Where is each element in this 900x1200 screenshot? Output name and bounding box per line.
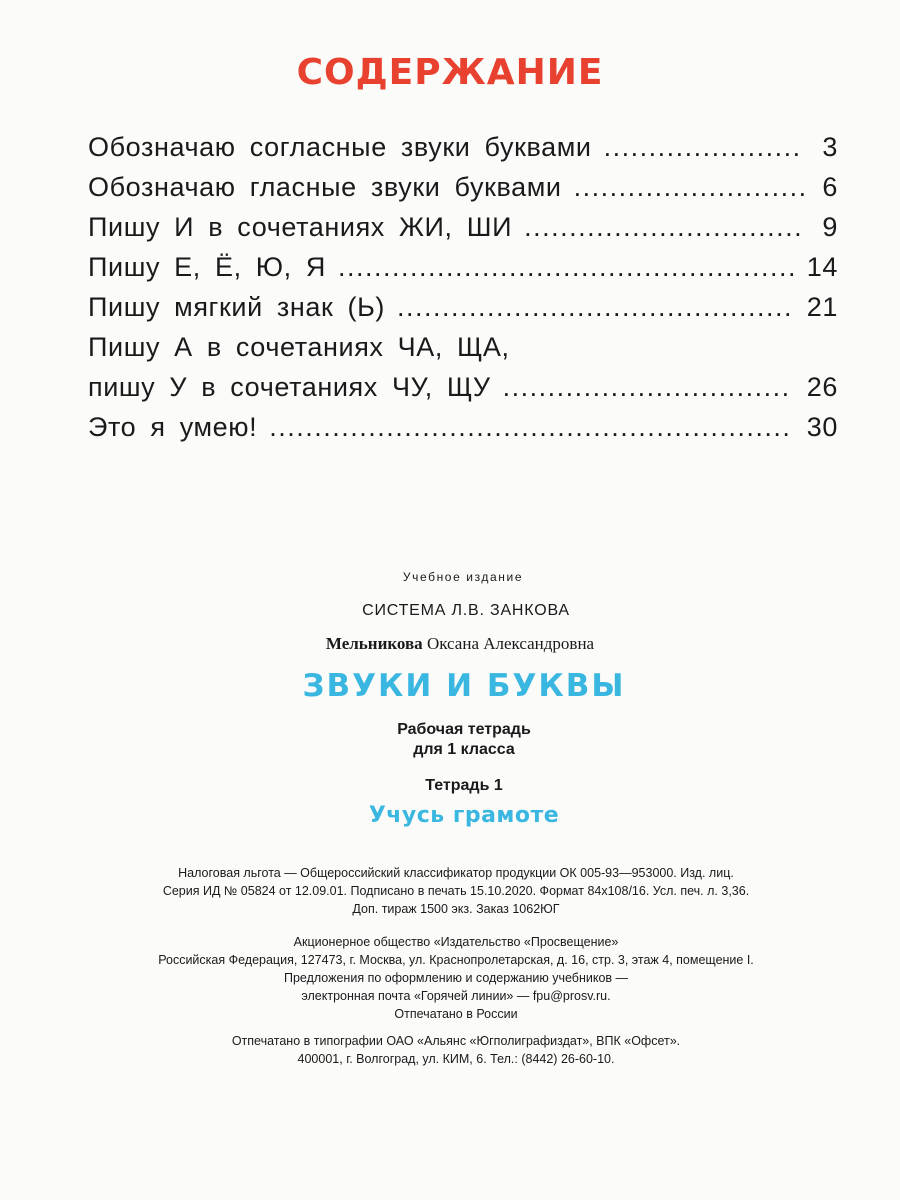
toc-item [88,212,838,252]
table-of-contents [88,132,838,452]
toc-leader-dots [524,212,804,243]
toc-item [88,132,838,172]
legal-line: Предложения по оформлению и содержанию учебников — [283,971,629,985]
legal-tax-block [6,864,900,918]
toc-item-label-line1: Пишу А в сочетаниях ЧА, ЩА, [88,332,510,362]
book-title: ЗВУКИ И БУКВЫ [302,668,626,704]
legal-printed-in: Отпечатано в России [394,1007,518,1021]
toc-item-page: 14 [806,252,838,282]
notebook-number: Тетрадь 1 [425,777,503,794]
toc-item-page: 9 [822,212,838,242]
toc-leader-dots [503,372,793,403]
toc-item-page: 30 [806,412,838,442]
legal-line: Российская Федерация, 127473, г. Москва, ул. Краснопролетарская, д. 16, стр. 3, этаж 4, помещение I. [158,953,754,967]
legal-line: Акционерное общество «Издательство «Просвещение» [293,935,619,949]
toc-item [88,292,838,332]
toc-item-label: Это я умею! [88,412,258,442]
series-name: Учусь грамоте [368,803,560,828]
toc-item-label: Обозначаю согласные звуки буквами [88,132,592,162]
toc-leader-dots [269,412,793,443]
author [10,634,900,654]
toc-item-label: пишу У в сочетаниях ЧУ, ЩУ [88,372,491,402]
toc-item-label: Обозначаю гласные звуки буквами [88,172,562,202]
legal-printer-block [6,1032,900,1068]
toc-item-label: Пишу Е, Ё, Ю, Я [88,252,326,282]
book-subtitle [14,720,900,760]
toc-item-page: 6 [822,172,838,202]
toc-item [88,172,838,212]
legal-line: Налоговая льгота — Общероссийский классификатор продукции ОК 005-93—953000. Изд. лиц. [178,866,734,880]
toc-item-page: 26 [806,372,838,402]
subtitle-line: Рабочая тетрадь [397,721,531,738]
legal-line: Серия ИД № 05824 от 12.09.01. Подписано в печать 15.10.2020. Формат 84x108/16. Усл. печ. л. 3,36. [162,884,750,898]
toc-leader-dots [338,252,793,283]
toc-leader-dots [574,172,804,203]
legal-line: Доп. тираж 1500 экз. Заказ 1062ЮГ [352,902,560,916]
toc-item-page: 21 [806,292,838,322]
toc-leader-dots [397,292,793,323]
legal-line: электронная почта «Горячей линии» — fpu@prosv.ru. [301,989,611,1003]
toc-item [88,332,838,412]
toc-leader-dots [604,132,804,163]
author-name: Оксана Александровна [426,634,595,653]
toc-item-label: Пишу И в сочетаниях ЖИ, ШИ [88,212,513,242]
legal-line: Отпечатано в типографии ОАО «Альянс «Югполиграфиздат», ВПК «Офсет». [231,1034,681,1048]
author-surname: Мельникова [325,634,423,653]
subtitle-line: для 1 класса [413,741,515,758]
series-label: СИСТЕМА Л.В. ЗАНКОВА [362,602,570,619]
toc-item-label: Пишу мягкий знак (Ь) [88,292,385,322]
toc-item [88,412,838,452]
legal-publisher-block [6,933,900,969]
legal-proposals-block [6,969,900,1005]
toc-item-page: 3 [822,132,838,162]
toc-item [88,252,838,292]
legal-line: 400001, г. Волгоград, ул. КИМ, 6. Тел.: (8442) 26-60-10. [297,1052,615,1066]
contents-heading: СОДЕРЖАНИЕ [296,52,604,93]
edition-type: Учебное издание [402,570,524,584]
